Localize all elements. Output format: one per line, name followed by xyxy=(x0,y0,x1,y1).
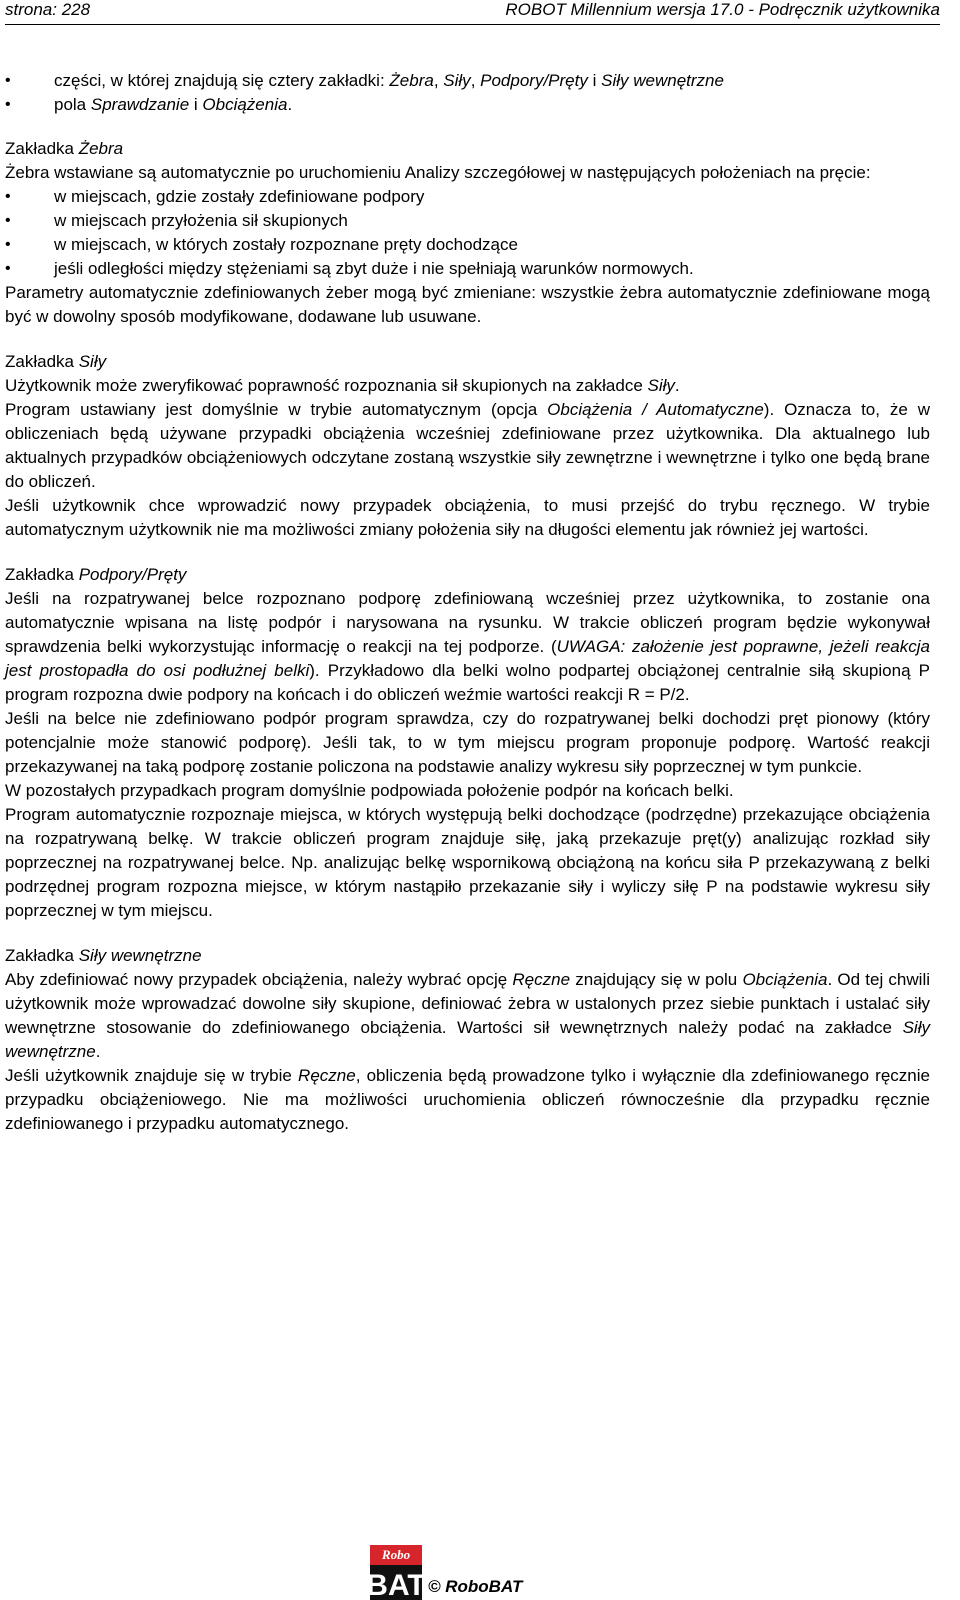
paragraph: Aby zdefiniować nowy przypadek obciążenia, należy wybrać opcję Ręczne znajdujący się w polu Obciążenia. Od tej chwili użytkownik może wprowadzać dowolne siły skupione, definiować żebra w ustalonych przez siebie punktach i ustalać siły wewnętrzne stosowanie do zdefiniowanego obciążenia. Wartości sił wewnętrznych należy podać na zakładce Siły wewnętrzne. xyxy=(5,970,930,1061)
italic-text: Żebra xyxy=(389,71,434,90)
italic-text: Obciążenia xyxy=(742,970,828,989)
page-header xyxy=(5,0,940,25)
robobat-logo xyxy=(366,1545,426,1600)
list-item: • części, w której znajdują się cztery zakładki: Żebra, Siły, Podpory/Pręty i Siły wewnętrzne xyxy=(5,69,930,93)
list-item: • w miejscach, gdzie zostały zdefiniowane podpory xyxy=(5,185,930,209)
paragraph: Jeśli użytkownik znajduje się w trybie Ręczne, obliczenia będą prowadzone tylko i wyłącznie dla zdefiniowanego ręcznie przypadku obciążeniowego. Nie ma możliwości uruchomienia obliczeń równocześnie dla przypadku ręcznie zdefiniowanego i przypadku automatycznego. xyxy=(5,1066,930,1133)
document-title: ROBOT Millennium wersja 17.0 - Podręcznik użytkownika xyxy=(505,0,940,19)
list-item: • w miejscach, w których zostały rozpoznane pręty dochodzące xyxy=(5,233,930,257)
italic-text: UWAGA: założenie jest poprawne, jeżeli reakcja jest prostopadła do osi podłużnej belki xyxy=(5,637,930,680)
paragraph: Parametry automatycznie zdefiniowanych żeber mogą być zmieniane: wszystkie żebra automatycznie zdefiniowane mogą być w dowolny sposób modyfikowane, dodawane lub usuwane. xyxy=(5,283,930,326)
paragraph: W pozostałych przypadkach program domyślnie podpowiada położenie podpór na końcach belki. xyxy=(5,781,734,800)
italic-text: Siły xyxy=(443,71,471,90)
list-item: • pola Sprawdzanie i Obciążenia. xyxy=(5,93,930,117)
section-heading-sily: Zakładka Siły xyxy=(5,352,107,371)
italic-text: Siły wewnętrzne xyxy=(78,946,202,965)
italic-text: Ręczne xyxy=(512,970,571,989)
zebra-list xyxy=(5,185,930,281)
italic-text: Podpory/Pręty xyxy=(480,71,588,90)
section-heading-sily-wewnetrzne: Zakładka Siły wewnętrzne xyxy=(5,946,202,965)
copyright: © RoboBAT xyxy=(428,1577,523,1596)
italic-text: Żebra xyxy=(78,139,124,158)
page-number: strona: 228 xyxy=(5,0,91,19)
list-item: • jeśli odległości między stężeniami są zbyt duże i nie spełniają warunków normowych. xyxy=(5,257,930,281)
paragraph: Żebra wstawiane są automatycznie po uruchomieniu Analizy szczegółowej w następujących położeniach na pręcie: xyxy=(5,163,871,182)
italic-text: Siły wewnętrzne xyxy=(601,71,724,90)
italic-text: Obciążenia / Automatyczne xyxy=(547,400,764,419)
logo-main-text: BAT xyxy=(366,1569,426,1600)
intro-list xyxy=(5,69,930,117)
paragraph: Użytkownik może zweryfikować poprawność rozpoznania sił skupionych na zakładce Siły. xyxy=(5,376,680,395)
italic-text: Obciążenia xyxy=(202,95,288,114)
logo-top-text: Robo xyxy=(381,1547,411,1562)
paragraph: Jeśli na belce nie zdefiniowano podpór program sprawdza, czy do rozpatrywanej belki dochodzi pręt pionowy (który potencjalnie może stanowić podporę). Jeśli tak, to w tym miejscu program proponuje podporę. Wartość reakcji przekazywanej na taką podporę zostanie policzona na podstawie analizy wykresu siły poprzecznej w tym punkcie. xyxy=(5,709,930,776)
paragraph: Jeśli użytkownik chce wprowadzić nowy przypadek obciążenia, to musi przejść do trybu ręcznego. W trybie automatycznym użytkownik nie ma możliwości zmiany położenia siły na długości elementu jak również jej wartości. xyxy=(5,496,930,539)
paragraph: Jeśli na rozpatrywanej belce rozpoznano podporę zdefiniowaną wcześniej przez użytkownika, to zostanie ona automatycznie wpisana na listę podpór i narysowana na rysunku. W trakcie obliczeń program będzie wykonywał sprawdzenia belki wykorzystując informację o reakcji na tej podporze. (UWAGA: założenie jest poprawne, jeżeli reakcja jest prostopadła do osi podłużnej belki). Przykładowo dla belki wolno podpartej obciążonej centralnie siłą skupioną P program rozpozna dwie podpory na końcach i do obliczeń weźmie wartości reakcji R = P/2. xyxy=(5,589,930,704)
paragraph: Program ustawiany jest domyślnie w trybie automatycznym (opcja Obciążenia / Automatyczne). Oznacza to, że w obliczeniach będą używane przypadki obciążenia wcześniej zdefiniowane przez użytkownika. Dla aktualnego lub aktualnych przypadków obciążeniowych odczytane zostaną wszystkie siły zewnętrzne i wewnętrzne i tylko one będą brane do obliczeń. xyxy=(5,400,930,491)
italic-text: Sprawdzanie xyxy=(90,95,190,114)
section-heading-podpory: Zakładka Podpory/Pręty xyxy=(5,565,187,584)
italic-text: Siły xyxy=(647,376,675,395)
italic-text: Ręczne xyxy=(298,1066,356,1085)
section-heading-zebra: Zakładka Żebra xyxy=(5,139,124,158)
italic-text: Siły wewnętrzne xyxy=(5,1018,930,1061)
italic-text: Siły xyxy=(78,352,107,371)
list-item: • w miejscach przyłożenia sił skupionych xyxy=(5,209,930,233)
document-body xyxy=(5,69,930,1136)
paragraph: Program automatycznie rozpoznaje miejsca, w których występują belki dochodzące (podrzędne) przekazujące obciążenia na rozpatrywaną belkę. W trakcie obliczeń program znajduje siłę, jaką przekazuje pręt(y) analizując rozkład siły poprzecznej na rozpatrywanej belce. Np. analizując belkę wspornikową obciążoną na końcu siła P przekazywaną z belki podrzędnej program rozpozna miejsce, w którym nastąpiło przekazanie siły i wyliczy siłę P na podstawie wykresu siły poprzecznej w tym miejscu. xyxy=(5,805,930,920)
italic-text: Podpory/Pręty xyxy=(78,565,187,584)
